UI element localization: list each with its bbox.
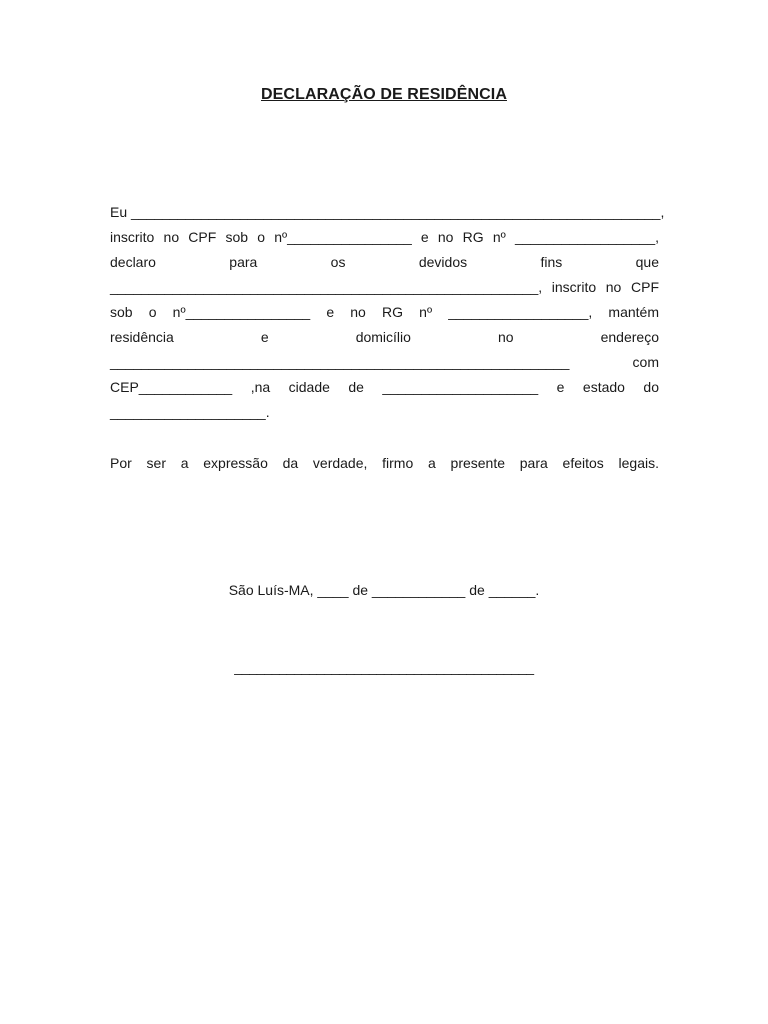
paragraph-line: sob o nº________________ e no RG nº __________________, mantém xyxy=(110,304,659,320)
closing-line: Por ser a expressão da verdade, firmo a presente para efeitos legais. xyxy=(110,455,659,471)
declaration-paragraph xyxy=(110,200,665,425)
paragraph-line: ___________________________________________________________ com xyxy=(110,354,659,370)
document-title: DECLARAÇÃO DE RESIDÊNCIA xyxy=(261,86,507,103)
paragraph-line: CEP____________ ,na cidade de ____________________ e estado do xyxy=(110,379,659,395)
paragraph-line: declaro para os devidos fins que xyxy=(110,254,659,270)
paragraph-line: Eu ____________________________________________________________________, xyxy=(110,204,665,220)
date-line: São Luís-MA, ____ de ____________ de ______. xyxy=(228,582,540,598)
paragraph-line: ____________________. xyxy=(110,404,270,420)
closing-paragraph xyxy=(110,451,659,476)
signature-line: ________________________________________ xyxy=(234,659,534,675)
paragraph-line: residência e domicílio no endereço xyxy=(110,329,659,345)
paragraph-line: _______________________________________________________, inscrito no CPF xyxy=(110,279,659,295)
paragraph-line: inscrito no CPF sob o nº________________ e no RG nº __________________, xyxy=(110,229,659,245)
